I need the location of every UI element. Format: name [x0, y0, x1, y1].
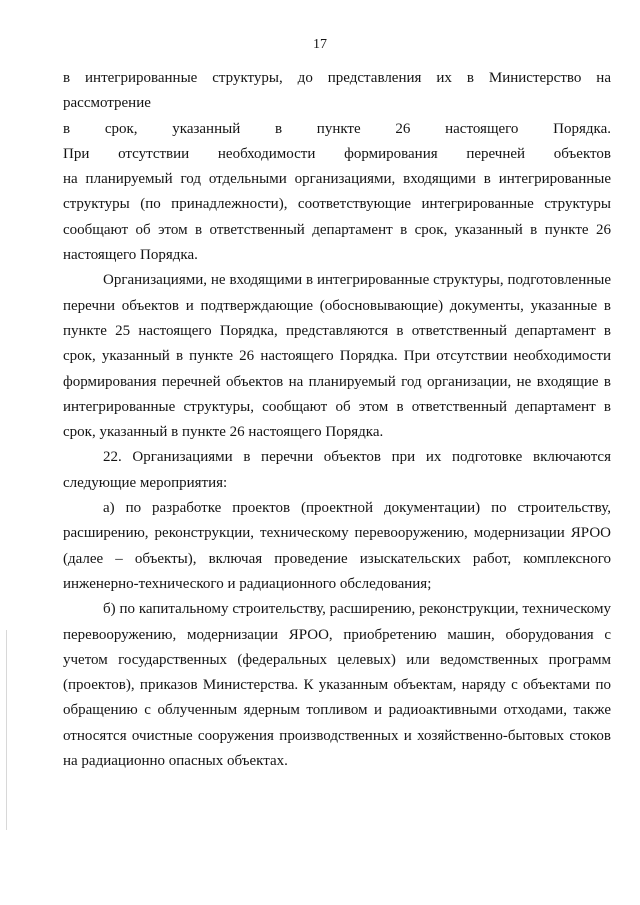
text-line: настоящего Порядка.	[63, 247, 198, 264]
paragraph-section-22: 22. Организациями в перечни объектов при их подготовке включаются следующие мероприятия:	[63, 449, 611, 491]
page-number: 17	[313, 37, 327, 52]
text-line: в срок, указанный в пункте 26 настоящего Порядка.	[63, 120, 611, 137]
document-body	[63, 66, 611, 774]
paragraph-non-integrated-organizations: Организациями, не входящими в интегрированные структуры, подготовленные перечни объектов и подтверждающие (обосновывающие) документы, указанные в пункте 25 настоящего Порядка, представляются в ответственный департамент в срок, указанный в пункте 26 настоящего Порядка. При отсутствии необходимости формирования перечней объектов на планируемый год организации, не входящие в интегрированные структуры, сообщают об этом в ответственный департамент в срок, указанный в пункте 26 настоящего Порядка.	[63, 272, 611, 441]
paragraph-item-b: б) по капитальному строительству, расширению, реконструкции, техническому перевооружению, модернизации ЯРОО, приобретению машин, оборудования с учетом государственных (федеральных целевых) или ведомственных программ (проектов), приказов Министерства. К указанным объектам, наряду с объектами по обращению с облученным ядерным топливом и радиоактивными отходами, также относятся очистные сооружения производственных и хозяйственно-бытовых стоков на радиационно опасных объектах.	[63, 601, 611, 770]
text-line: структуры (по принадлежности), соответствующие интегрированные структуры	[63, 196, 611, 213]
paragraph-item-a: а) по разработке проектов (проектной документации) по строительству, расширению, реконструкции, техническому перевооружению, модернизации ЯРОО (далее – объекты), включая проведение изыскательских работ, комплексного инженерно-технического и радиационного обследования;	[63, 500, 611, 592]
text-line: При отсутствии необходимости формирования перечней объектов	[63, 145, 611, 162]
scan-margin-line	[6, 630, 7, 830]
text-line: в интегрированные структуры, до представления их в Министерство на рассмотрение	[63, 70, 611, 112]
text-line: на планируемый год отдельными организациями, входящими в интегрированные	[63, 171, 611, 188]
paragraph-continuation	[63, 66, 611, 268]
text-line: сообщают об этом в ответственный департамент в срок, указанный в пункте 26	[63, 221, 611, 238]
